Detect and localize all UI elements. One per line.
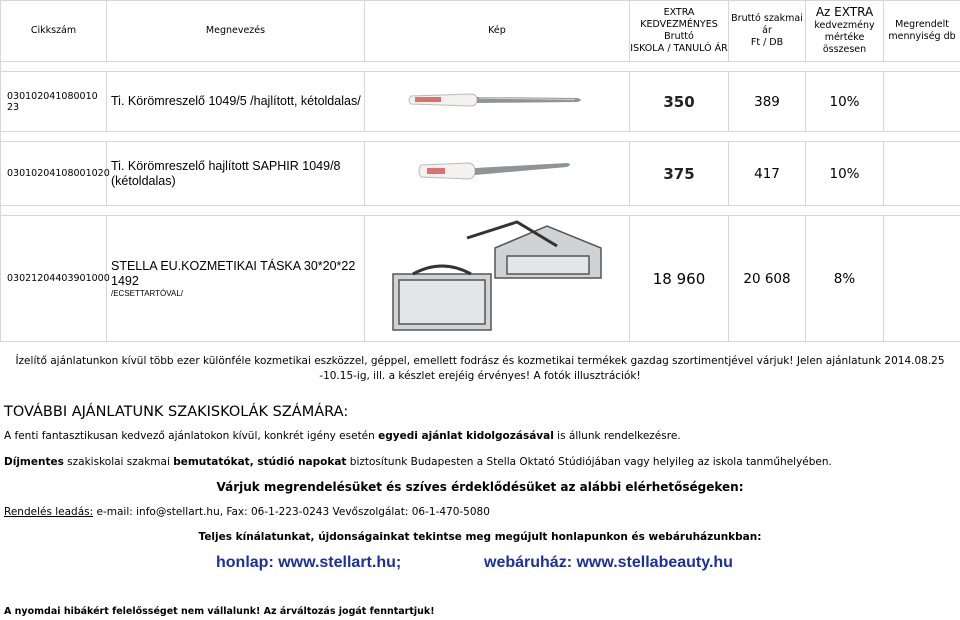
contact-invite: Várjuk megrendelésüket és szíves érdeklődésüket az alábbi elérhetőségeken: <box>216 480 744 494</box>
nail-file-image <box>365 72 630 132</box>
gross-price: 417 <box>729 142 806 206</box>
header-extra-price: EXTRA KEDVEZMÉNYES Bruttó ISKOLA / TANULÓ ÁR <box>630 1 729 62</box>
header-code: Cikkszám <box>1 1 107 62</box>
product-code: 03010204108001020 <box>1 142 107 206</box>
product-name: Ti. Körömreszelő hajlított SAPHIR 1049/8 (kétoldalas) <box>107 142 365 206</box>
nail-file-icon <box>417 155 577 189</box>
discount: 8% <box>806 216 884 342</box>
extra-price: 18 960 <box>630 216 729 342</box>
header-discount: Az EXTRA kedvezmény mértéke összesen <box>806 1 884 62</box>
webshop-link[interactable]: webáruház: www.stellabeauty.hu <box>484 554 733 571</box>
header-ordered: Megrendelt mennyiség db <box>884 1 960 62</box>
custom-offer-paragraph: A fenti fantasztikusan kedvező ajánlatokon kívül, konkrét igény esetén egyedi ajánlat kidolgozásával is állunk rendelkezésre. <box>4 430 681 442</box>
table-row <box>1 216 960 342</box>
section-heading: TOVÁBBI AJÁNLATUNK SZAKISKOLÁK SZÁMÁRA: <box>4 404 349 420</box>
header-image: Kép <box>365 1 630 62</box>
full-range-note: Teljes kínálatunkat, újdonságainkat tekintse meg megújult honlapunkon és webáruházunkban: <box>198 531 762 543</box>
product-code: 030102041080010​23 <box>1 72 107 132</box>
gross-price: 20 608 <box>729 216 806 342</box>
gross-price: 389 <box>729 72 806 132</box>
free-demo-paragraph: Díjmentes szakiskolai szakmai bemutatókat, stúdió napokat biztosítunk Budapesten a Stella Oktató Stúdiójában vagy helyileg az iskola tanműhelyében. <box>4 456 832 468</box>
cosmetic-case-image <box>365 216 630 342</box>
intro-text: Ízelítő ajánlatunkon kívül több ezer különféle kozmetikai eszközzel, géppel, emellett fodrász és kozmetikai termékek gazdag szortimentjével várjuk! Jelen ajánlatunk 2014.08.25 -10.15-ig, ill. a készlet erejéig érvényes! A fotók illusztrációk! <box>15 355 945 382</box>
product-name: Ti. Körömreszelő 1049/5 /hajlított, kétoldalas/ <box>107 72 365 132</box>
header-name: Megnevezés <box>107 1 365 62</box>
table-row <box>1 142 960 206</box>
ordered-qty[interactable] <box>884 142 960 206</box>
table-header-row <box>1 1 960 62</box>
discount: 10% <box>806 142 884 206</box>
nail-file-icon <box>407 85 587 115</box>
discount: 10% <box>806 72 884 132</box>
table-row <box>1 72 960 132</box>
disclaimer: A nyomdai hibákért felelősséget nem vállalunk! Az árváltozás jogát fenntartjuk! <box>4 606 435 617</box>
extra-price: 375 <box>630 142 729 206</box>
product-name: STELLA EU.KOZMETIKAI TÁSKA 30*20*22 1492 /ECSETTARTÓVAL/ <box>107 216 365 342</box>
extra-price: 350 <box>630 72 729 132</box>
header-gross-price: Bruttó szakmai ár Ft / DB <box>729 1 806 62</box>
product-code: 03021204403901000 <box>1 216 107 342</box>
cosmetic-case-icon <box>387 218 607 336</box>
ordered-qty[interactable] <box>884 72 960 132</box>
nail-file-image <box>365 142 630 206</box>
homepage-link[interactable]: honlap: www.stellart.hu; <box>216 554 402 571</box>
order-contacts: Rendelés leadás: e-mail: info@stellart.hu, Fax: 06-1-223-0243 Vevőszolgálat: 06-1-470-5080 <box>4 506 490 518</box>
ordered-qty[interactable] <box>884 216 960 342</box>
